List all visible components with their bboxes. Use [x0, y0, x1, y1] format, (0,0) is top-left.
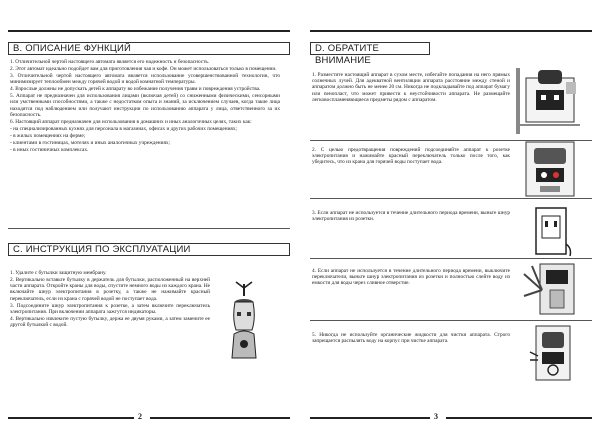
- section-c-body: [10, 270, 210, 329]
- list-item: 1. Отличительной чертой настоящего автомата является его надежность и безопасность.: [10, 59, 210, 65]
- dispenser-placement-illustration: [516, 68, 580, 134]
- list-item: 4. Взрослые должны не допускать детей к аппарату во избежание получения травм и повреждения устройства.: [10, 86, 261, 93]
- sublist-item: - в иных гостиничных комплексах.: [10, 146, 89, 153]
- page-footer: [8, 413, 290, 423]
- list-item: 1. Удалите с бутылки защитную мембрану.: [10, 270, 107, 276]
- top-rule: [8, 30, 290, 32]
- section-b-heading: [8, 42, 290, 55]
- top-rule: [310, 30, 592, 32]
- list-item: 3. Подсоедините шнур электропитания к розетке, а затем включите переключатель электропитания. При включении аппарата зажгутся индикаторы.: [10, 302, 210, 315]
- sublist-item: - клиентами в гостиницах, мотелях и иных аналогичных учреждениях;: [10, 139, 171, 146]
- item-divider: [310, 198, 592, 199]
- left-page: [0, 0, 298, 433]
- section-divider: [8, 228, 290, 229]
- drain-illustration: [520, 260, 580, 318]
- note-item-3: 3. Если аппарат не используется в течение длительного периода времени, выньте шнур электропитания из розетки.: [312, 210, 510, 223]
- note-item-2: 2. С целью предотвращения повреждений подсоединяйте аппарат к розетке электропитания и нажимайте красный переключатель только после того, как убедитесь, что из крана для горячей воды поступает вода.: [312, 147, 510, 166]
- cleaning-warning-illustration: [528, 322, 578, 384]
- section-c-title: С. ИНСТРУКЦИЯ ПО ЭКСПЛУАТАЦИИ: [13, 244, 191, 255]
- section-d-title: D. ОБРАТИТЕ ВНИМАНИЕ: [315, 43, 380, 66]
- right-page: [302, 0, 600, 433]
- sublist-item: - в жилых помещениях на ферме;: [10, 132, 86, 139]
- section-c-heading: [8, 243, 290, 256]
- page-number: 3: [434, 412, 438, 421]
- page-number: 2: [138, 412, 142, 421]
- sublist-item: - на специализированных кухнях для персонала в магазинах, офисах и других рабочих помещениях;: [10, 125, 237, 132]
- note-item-4: 4. Если аппарат не используется в течение длительного периода времени, выключите переключатели, выньте шнур электропитания из розетки и полностью слейте воду из емкости для воды через сливное отверстие.: [312, 268, 510, 287]
- list-item: 2. Вертикально вставьте бутылку в держатель для бутылки, расположенный на верхней части аппарата. Откройте краны для воды, спустите немного воды из каждого крана. Не включайте шнур электропитания в розетку, а также не нажимайте красный переключатель, если из крана с горячей водой не поступает вода.: [10, 277, 210, 302]
- page-footer: [310, 413, 592, 423]
- bottle-holder-illustration: [222, 278, 266, 362]
- list-item: 6. Настоящий аппарат предназначен для использования в домашних и иных аналогичных целях, таких как:: [10, 118, 252, 125]
- note-item-5: 5. Никогда не используйте органические жидкости для чистки аппарата. Строго запрещается распылять воду на корпус при чистке аппарата.: [312, 332, 510, 345]
- item-divider: [310, 258, 592, 259]
- list-item: 2. Этот автомат идеально подойдет вам для приготовления чая и кофе. Он может использоваться только в помещении.: [10, 66, 277, 72]
- list-item: 5. Аппарат не предназначен для использования лицами (включая детей) со сниженными физическими, сенсорными или умственными способностями, а также с недостатком опыта и знаний, за исключением случаев, когда такие лица находятся под наблюдением или получают инструкции по использованию аппарата у лица, ответственного за их безопасность.: [10, 93, 280, 118]
- list-item: 4. Вертикально извлеките пустую бутылку, держа ее двумя руками, а затем замените ее другой бутылкой с водой.: [10, 315, 210, 329]
- section-b-title: В. ОПИСАНИЕ ФУНКЦИЙ: [13, 43, 132, 54]
- hot-tap-illustration: [524, 140, 576, 198]
- section-d-heading: [310, 42, 430, 66]
- item-divider: [310, 320, 592, 321]
- list-item: 3. Отличительной чертой настоящего автомата является использование усовершенствованной технологии, что минимизирует теплообмен между горячей водой и водой комнатной температуры.: [10, 73, 280, 86]
- unplug-illustration: [530, 204, 574, 260]
- section-b-body: [10, 59, 280, 154]
- note-item-1: 1. Разместите настоящий аппарат в сухом месте, избегайте попадания на него прямых солнечных лучей. Для адекватной вентиляции аппарата расстояние между стеной и аппаратом должно быть не менее 20 см. Никогда не подкладывайте под аппарат бумагу или пенопласт, что может привести к неустойчивости аппарата. Не размещайте легковоспламеняющиеся предметы рядом с аппаратом.: [312, 72, 510, 103]
